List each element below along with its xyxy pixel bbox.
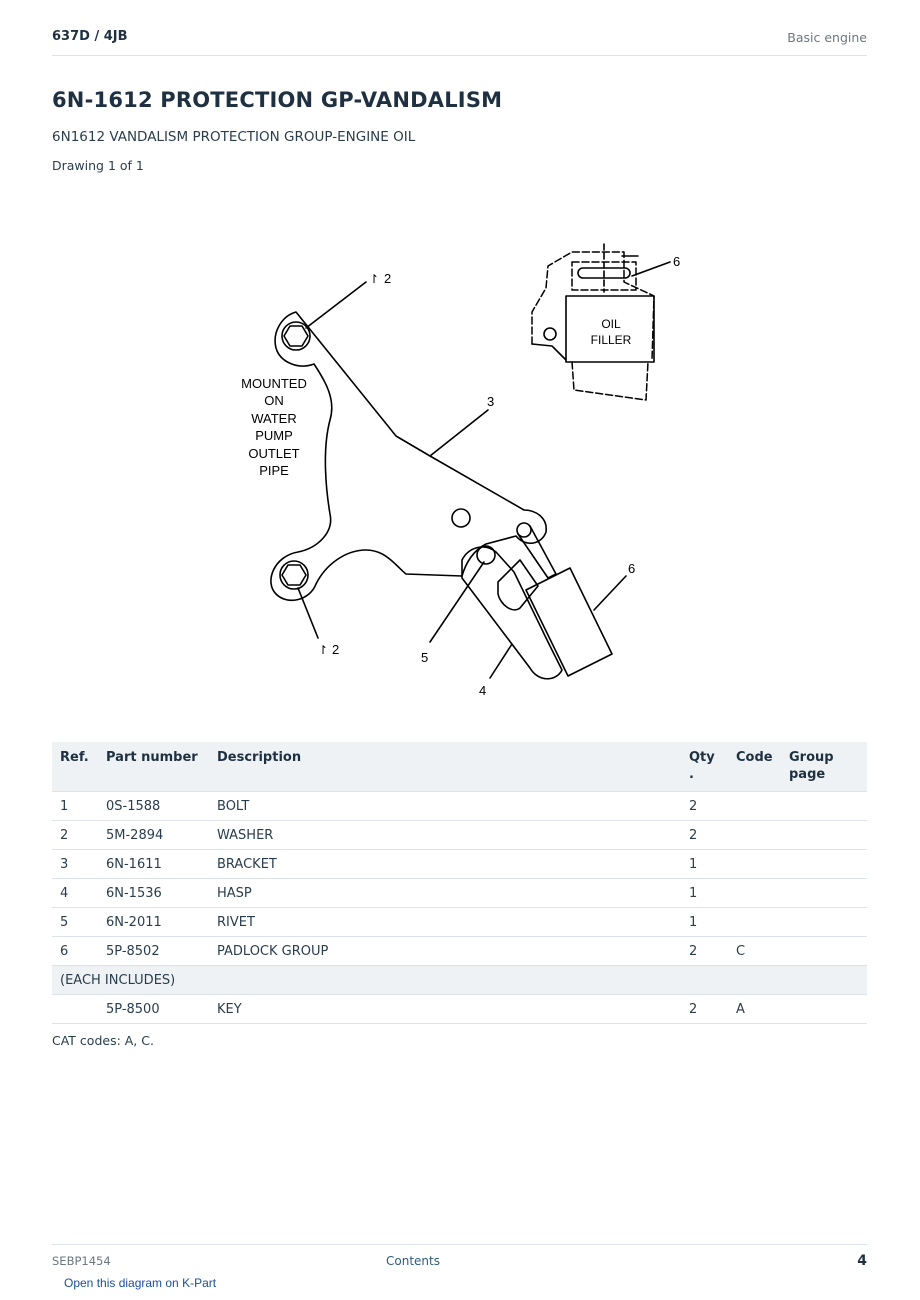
header-part-number: Part number	[98, 742, 209, 792]
header-description: Description	[209, 742, 681, 792]
cell-qty: 1	[681, 908, 728, 937]
cell-code	[728, 879, 781, 908]
page-number: 4	[857, 1253, 867, 1269]
cell-group-page	[781, 908, 867, 937]
leader-rivet	[430, 562, 484, 642]
cell-ref: 1	[52, 792, 98, 821]
cell-ref	[52, 995, 98, 1024]
callout-bottom-bolt-symbol: ↾	[318, 643, 329, 657]
parts-diagram	[0, 190, 920, 710]
table-row	[52, 908, 867, 937]
cell-description: PADLOCK GROUP	[209, 937, 681, 966]
page-title: 6N-1612 PROTECTION GP-VANDALISM	[52, 88, 503, 112]
section-label: Basic engine	[787, 30, 867, 45]
cell-part-number: 0S-1588	[98, 792, 209, 821]
header-qty: Qty .	[681, 742, 728, 792]
top-bolt-hex	[284, 326, 308, 346]
cell-description: RIVET	[209, 908, 681, 937]
callout-bracket: 3	[487, 394, 495, 409]
cell-group-page	[781, 792, 867, 821]
svg-text:WATER: WATER	[251, 411, 297, 426]
cell-ref: 2	[52, 821, 98, 850]
callout-bottom-bolt: 2	[332, 642, 340, 657]
cell-group-page	[781, 937, 867, 966]
cell-qty: 1	[681, 879, 728, 908]
cell-qty: 2	[681, 792, 728, 821]
svg-text:OIL: OIL	[601, 317, 621, 331]
bracket-hole	[452, 509, 470, 527]
svg-text:OUTLET: OUTLET	[248, 446, 300, 461]
open-kpart-link[interactable]: Open this diagram on K-Part	[64, 1276, 217, 1290]
cell-ref: 3	[52, 850, 98, 879]
cell-code	[728, 821, 781, 850]
leader-padlock-top	[632, 262, 670, 276]
cell-qty: 1	[681, 850, 728, 879]
svg-text:FILLER: FILLER	[590, 333, 632, 347]
cell-description: WASHER	[209, 821, 681, 850]
rivet-hole	[477, 546, 495, 564]
cell-code	[728, 908, 781, 937]
cell-code: C	[728, 937, 781, 966]
cell-description: BRACKET	[209, 850, 681, 879]
cell-description: HASP	[209, 879, 681, 908]
table-row	[52, 995, 867, 1024]
cell-qty: 2	[681, 995, 728, 1024]
header-code: Code	[728, 742, 781, 792]
callout-hasp: 4	[479, 683, 487, 698]
mount-note	[241, 376, 307, 478]
callout-padlock-side: 6	[628, 561, 636, 576]
leader-bracket	[430, 410, 488, 456]
table-row	[52, 821, 867, 850]
table-header-row	[52, 742, 867, 792]
drawing-label: Drawing 1 of 1	[52, 158, 144, 173]
cell-group-page	[781, 850, 867, 879]
parts-table	[52, 742, 867, 1024]
page-subtitle: 6N1612 VANDALISM PROTECTION GROUP-ENGINE OIL	[52, 129, 416, 145]
header-group-page: Group page	[781, 742, 867, 792]
svg-text:PIPE: PIPE	[259, 463, 289, 478]
cell-part-number: 6N-1611	[98, 850, 209, 879]
document-id: SEBP1454	[52, 1254, 111, 1268]
table-row	[52, 879, 867, 908]
leader-padlock-side	[594, 576, 626, 610]
cell-description: KEY	[209, 995, 681, 1024]
bottom-bolt-hex	[282, 565, 306, 585]
model-label: 637D / 4JB	[52, 29, 128, 44]
group-note-row	[52, 966, 867, 995]
svg-text:ON: ON	[264, 393, 284, 408]
cell-description: BOLT	[209, 792, 681, 821]
page-footer	[52, 1244, 867, 1275]
hasp-outline	[462, 547, 562, 679]
cell-ref: 6	[52, 937, 98, 966]
table-row	[52, 937, 867, 966]
table-row	[52, 792, 867, 821]
callout-padlock-top: 6	[673, 254, 681, 269]
cell-code	[728, 792, 781, 821]
page-header	[52, 26, 867, 56]
contents-link[interactable]: Contents	[386, 1254, 440, 1268]
oil-filler-neck	[572, 362, 648, 400]
cell-part-number: 5P-8500	[98, 995, 209, 1024]
svg-text:PUMP: PUMP	[255, 428, 293, 443]
padlock-shackle	[518, 526, 556, 578]
cell-ref: 5	[52, 908, 98, 937]
cell-part-number: 6N-1536	[98, 879, 209, 908]
bracket-outline	[271, 312, 546, 600]
cell-group-page	[781, 821, 867, 850]
cell-group-page	[781, 995, 867, 1024]
callout-top-bolt-symbol: ↾	[369, 272, 380, 286]
header-ref: Ref.	[52, 742, 98, 792]
oil-filler-bolt	[544, 328, 556, 340]
leader-hasp	[490, 644, 512, 678]
cell-ref: 4	[52, 879, 98, 908]
cat-codes-note: CAT codes: A, C.	[52, 1033, 154, 1048]
cell-code	[728, 850, 781, 879]
cell-qty: 2	[681, 821, 728, 850]
svg-text:MOUNTED: MOUNTED	[241, 376, 307, 391]
cell-part-number: 6N-2011	[98, 908, 209, 937]
table-row	[52, 850, 867, 879]
cell-group-page	[781, 879, 867, 908]
group-note: (EACH INCLUDES)	[52, 966, 867, 995]
cell-code: A	[728, 995, 781, 1024]
leader-top-bolt	[306, 282, 366, 328]
cell-part-number: 5P-8502	[98, 937, 209, 966]
oil-filler-label	[591, 317, 632, 347]
cell-qty: 2	[681, 937, 728, 966]
callout-top-bolt: 2	[384, 271, 392, 286]
cell-part-number: 5M-2894	[98, 821, 209, 850]
callout-rivet: 5	[421, 650, 429, 665]
